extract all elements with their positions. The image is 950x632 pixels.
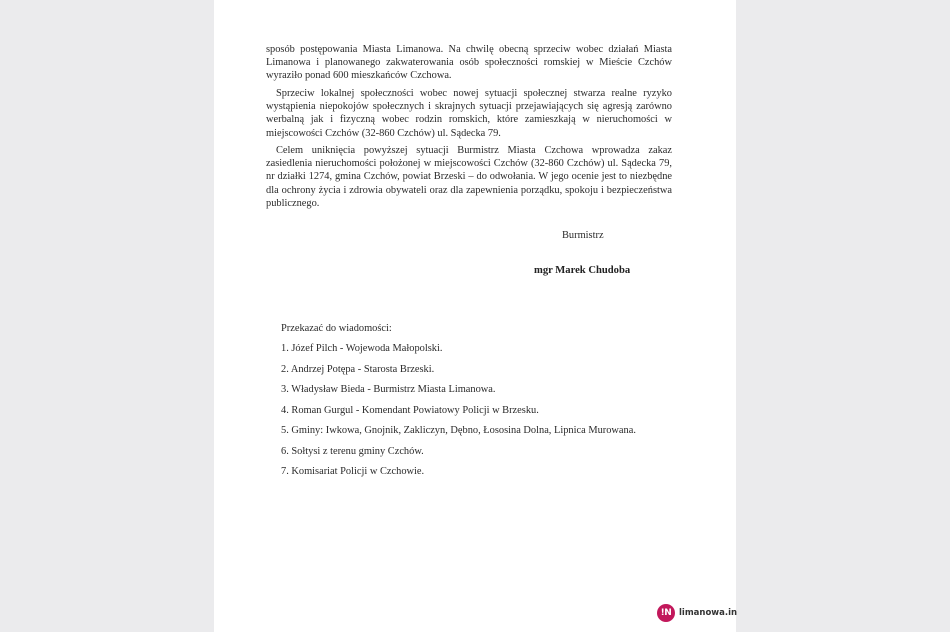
recipient-list [281,342,636,478]
paragraph-3: Celem uniknięcia powyższej sytuacji Burmistrz Miasta Czchowa wprowadza zakaz zasiedlenia nieruchomości położonej w miejscowości Czchów (32-860 Czchów) ul. Sądecka 79, nr działki 1274, gmina Czchów, powiat Brzeski – do odwołania. W jego ocenie jest to niezbędne dla ochrony życia i zdrowia obywateli oraz dla zapewnienia porządku, spokoju i bezpieczeństwa publicznego. [266,145,672,209]
recipient-item: 2. Andrzej Potępa - Starosta Brzeski. [281,363,435,375]
signature-title: Burmistrz [562,230,604,241]
recipient-item: 7. Komisariat Policji w Czchowie. [281,466,425,477]
signature-name: mgr Marek Chudoba [534,265,631,276]
brand-site-name: limanowa.in [679,608,738,618]
recipient-item: 3. Władysław Bieda - Burmistrz Miasta Limanowa. [281,384,496,395]
document-page [214,0,736,632]
paragraph-1: sposób postępowania Miasta Limanowa. Na chwilę obecną sprzeciw wobec działań Miasta Limanowa i planowanego zakwaterowania osób społeczności romskiej w Mieście Czchów wyraziło ponad 600 mieszkańców Czchowa. [266,44,672,82]
watermark-logo [657,604,737,622]
recipient-item: 6. Sołtysi z terenu gminy Czchów. [281,445,424,457]
recipient-item: 1. Józef Pilch - Wojewoda Małopolski. [281,343,443,354]
recipient-item: 5. Gminy: Iwkowa, Gnojnik, Zakliczyn, Dębno, Łososina Dolna, Lipnica Murowana. [281,425,636,436]
distribution-heading: Przekazać do wiadomości: [281,323,392,334]
distribution-list [281,322,636,486]
recipient-item: 4. Roman Gurgul - Komendant Powiatowy Policji w Brzesku. [281,404,539,416]
paragraph-2: Sprzeciw lokalnej społeczności wobec nowej sytuacji społecznej stwarza realne ryzyko wystąpienia niepokojów społecznych i skrajnych sytuacji przejawiających się agresją zarówno werbalną jak i fizyczną wobec rodzin romskich, które zamieszkają w nieruchomości w miejscowości Czchów (32-860 Czchów) ul. Sądecka 79. [266,88,672,139]
brand-logo-icon: !N [657,604,675,622]
